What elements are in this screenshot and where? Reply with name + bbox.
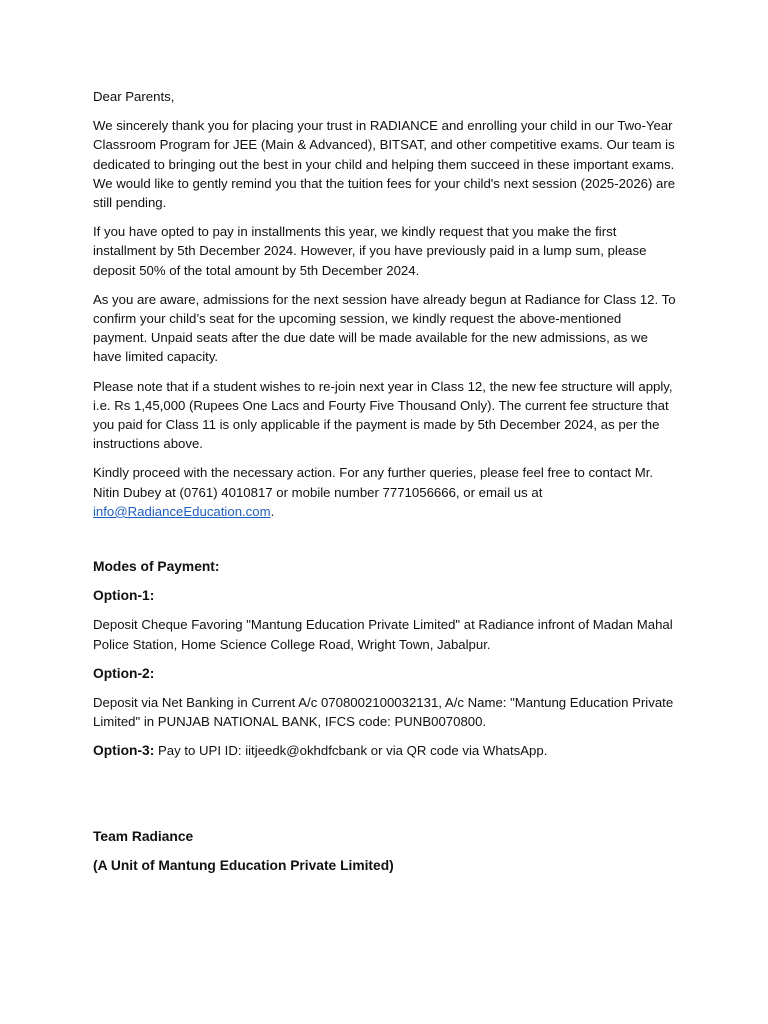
letter-page	[93, 87, 679, 885]
signature-team: Team Radiance	[93, 828, 194, 844]
paragraph-fee-structure: Please note that if a student wishes to re-join next year in Class 12, the new fee structure will apply, i.e. Rs 1,45,000 (Rupees One Lacs and Fourty Five Thousand Only). The current fee structure that you paid for Class 11 is only applicable if the payment is made by 5th December 2024, as per the instructions above.	[93, 378, 673, 452]
option-1-label: Option-1:	[93, 588, 155, 604]
contact-end: .	[270, 503, 275, 519]
signature-unit: (A Unit of Mantung Education Private Limited)	[93, 857, 394, 873]
paragraph-admissions: As you are aware, admissions for the next session have already begun at Radiance for Class 12. To confirm your child’s seat for the upcoming session, we kindly request the above-mentioned payment. Unpaid seats after the due date will be made available for the new admissions, as we have limited capacity.	[93, 291, 676, 365]
email-link[interactable]: info@RadianceEducation.com	[93, 503, 271, 519]
salutation: Dear Parents,	[93, 89, 175, 104]
paragraph-contact	[93, 463, 679, 521]
contact-text: Kindly proceed with the necessary action. For any further queries, please feel free to contact Mr. Nitin Dubey at (0761) 4010817 or mobile number 7771056666, or email us at	[93, 465, 654, 500]
option-3-text: Pay to UPI ID: iitjeedk@okhdfcbank or via QR code via WhatsApp.	[157, 743, 548, 759]
option-2-text: Deposit via Net Banking in Current A/c 0708002100032131, A/c Name: "Mantung Education Private Limited" in PUNJAB NATIONAL BANK, IFCS code: PUNB0070800.	[93, 695, 674, 730]
option-2-label: Option-2:	[93, 665, 155, 681]
paragraph-thanks: We sincerely thank you for placing your trust in RADIANCE and enrolling your child in our Two-Year Classroom Program for JEE (Main & Advanced), BITSAT, and other competitive exams. Our team is dedicated to bringing out the best in your child and helping them succeed in these important exams. We would like to gently remind you that the tuition fees for your child's next session (2025-2026) are still pending.	[93, 118, 676, 211]
option-3	[93, 741, 679, 760]
option-3-label: Option-3:	[93, 743, 155, 759]
paragraph-installments: If you have opted to pay in installments this year, we kindly request that you make the first installment by 5th December 2024. However, if you have previously paid in a lump sum, please deposit 50% of the total amount by 5th December 2024.	[93, 224, 647, 278]
option-1-text: Deposit Cheque Favoring "Mantung Education Private Limited" at Radiance infront of Madan Mahal Police Station, Home Science College Road, Wright Town, Jabalpur.	[93, 617, 673, 652]
payment-modes-heading: Modes of Payment:	[93, 559, 220, 575]
